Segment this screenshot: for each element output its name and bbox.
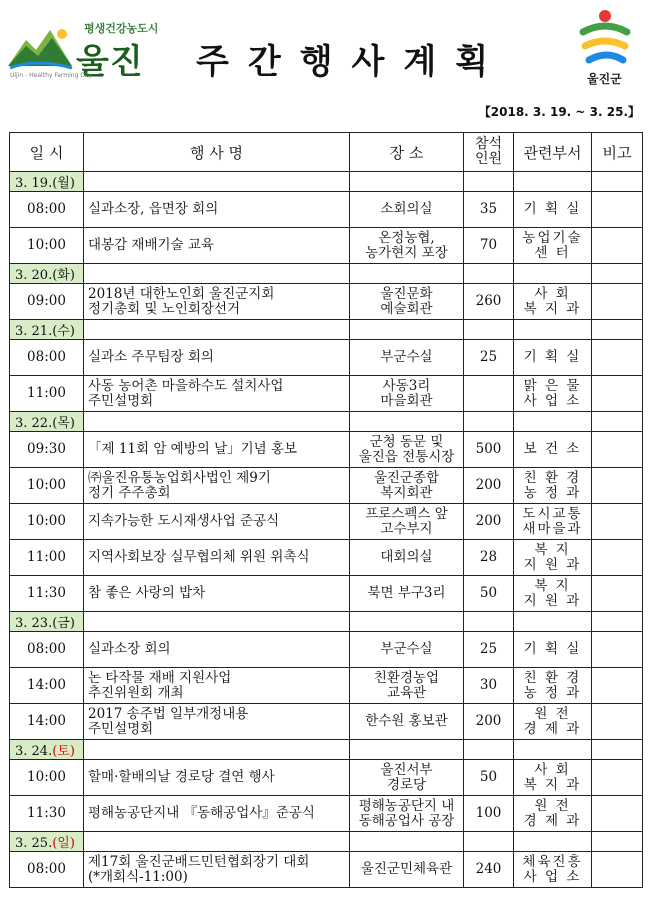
event-name: 2017 송주법 일부개정내용 주민설명회 [84,704,350,740]
event-note [592,576,643,612]
event-row [10,228,643,264]
event-time: 10:00 [10,504,84,540]
event-row [10,796,643,832]
event-time: 08:00 [10,192,84,228]
event-attendees: 35 [464,192,514,228]
event-place: 울진서부 경로당 [350,760,464,796]
event-row [10,576,643,612]
event-note [592,432,643,468]
date-cell [10,320,84,340]
date-row [10,412,643,432]
event-name: 「제 11회 암 예방의 날」기념 홍보 [84,432,350,468]
event-time: 11:30 [10,576,84,612]
date-cell [10,832,84,852]
event-name: 대봉감 재배기술 교육 [84,228,350,264]
event-name: 실과소 주무팀장 회의 [84,340,350,376]
col-header-event: 행 사 명 [84,133,350,172]
event-place: 온정농협, 농가현지 포장 [350,228,464,264]
event-time: 08:00 [10,340,84,376]
event-row [10,340,643,376]
event-time: 14:00 [10,668,84,704]
tagline: Uljin - Healthy Farming City [10,72,93,79]
col-header-place: 장 소 [350,133,464,172]
date-label: 3. 21. [15,324,53,339]
slogan: 평생건강농도시 [84,22,159,35]
date-cell [10,172,84,192]
date-label: 3. 24. [15,744,53,759]
event-attendees: 500 [464,432,514,468]
date-row [10,740,643,760]
event-department: 복 지 지 원 과 [514,540,592,576]
event-attendees: 260 [464,284,514,320]
event-row [10,376,643,412]
event-note [592,228,643,264]
col-header-count: 참석 인원 [464,133,514,172]
event-note [592,668,643,704]
date-cell [10,412,84,432]
event-row [10,432,643,468]
date-row [10,612,643,632]
event-department: 사 회 복 지 과 [514,760,592,796]
event-time: 08:00 [10,632,84,668]
date-label: 3. 25. [15,836,53,851]
event-attendees: 200 [464,704,514,740]
event-note [592,504,643,540]
date-label: 3. 22. [15,416,53,431]
event-note [592,284,643,320]
event-time: 10:00 [10,760,84,796]
day-of-week: (월) [52,176,75,191]
date-cell [10,740,84,760]
event-note [592,760,643,796]
county-emblem-icon [565,8,645,70]
event-row [10,192,643,228]
event-attendees: 28 [464,540,514,576]
table-header-row [10,133,643,172]
event-place: 울진문화 예술회관 [350,284,464,320]
event-department: 보 건 소 [514,432,592,468]
event-time: 10:00 [10,228,84,264]
event-attendees: 25 [464,340,514,376]
date-label: 3. 19. [15,176,53,191]
event-attendees: 240 [464,852,514,888]
event-name: 지역사회보장 실무협의체 위원 위촉식 [84,540,350,576]
event-row [10,540,643,576]
event-place: 프로스펙스 앞 고수부지 [350,504,464,540]
date-row [10,320,643,340]
event-attendees: 70 [464,228,514,264]
event-note [592,340,643,376]
event-place: 대회의실 [350,540,464,576]
event-name: 실과소장, 읍면장 회의 [84,192,350,228]
event-time: 08:00 [10,852,84,888]
page-header [0,0,650,95]
event-row [10,852,643,888]
event-place: 부군수실 [350,632,464,668]
day-of-week: (토) [52,744,75,759]
event-note [592,704,643,740]
schedule-period: 【2018. 3. 19. ~ 3. 25.】 [478,105,640,119]
event-note [592,376,643,412]
event-place: 군청 동문 및 울진읍 전통시장 [350,432,464,468]
event-row [10,504,643,540]
event-name: 평해농공단지내 『동해공업사』준공식 [84,796,350,832]
event-row [10,704,643,740]
uljin-logo [6,20,176,80]
date-row [10,832,643,852]
event-time: 11:00 [10,540,84,576]
event-department: 친 환 경 농 정 과 [514,468,592,504]
event-department: 도시교통 새마을과 [514,504,592,540]
event-attendees: 200 [464,468,514,504]
event-department: 사 회 복 지 과 [514,284,592,320]
event-row [10,760,643,796]
day-of-week: (수) [52,324,75,339]
date-cell [10,612,84,632]
event-row [10,468,643,504]
event-place: 평해농공단지 내 동해공업사 공장 [350,796,464,832]
event-place: 소회의실 [350,192,464,228]
day-of-week: (금) [52,616,75,631]
event-row [10,284,643,320]
event-name: 제17회 울진군배드민턴협회장기 대회 (*개회식-11:00) [84,852,350,888]
event-name: ㈜울진유통농업회사법인 제9기 정기 주주총회 [84,468,350,504]
event-department: 원 전 경 제 과 [514,796,592,832]
event-place: 울진군민체육관 [350,852,464,888]
event-time: 11:30 [10,796,84,832]
event-note [592,852,643,888]
event-department: 기 획 실 [514,192,592,228]
event-time: 10:00 [10,468,84,504]
day-of-week: (목) [52,416,75,431]
brand-name: 울진 [76,42,144,82]
col-header-dept: 관련부서 [514,133,592,172]
page-title: 주간행사계획 [196,42,508,82]
event-attendees: 50 [464,760,514,796]
event-note [592,796,643,832]
event-name: 참 좋은 사랑의 밥차 [84,576,350,612]
date-row [10,264,643,284]
event-name: 지속가능한 도시재생사업 준공식 [84,504,350,540]
event-note [592,192,643,228]
event-place: 울진군종합 복지회관 [350,468,464,504]
event-name: 2018년 대한노인회 울진군지회 정기총회 및 노인회장선거 [84,284,350,320]
event-attendees: 25 [464,632,514,668]
event-time: 09:00 [10,284,84,320]
event-name: 할매·할배의날 경로당 결연 행사 [84,760,350,796]
event-row [10,668,643,704]
date-row [10,172,643,192]
date-label: 3. 20. [15,268,53,283]
mountain-logo-icon [6,24,76,74]
event-place: 한수원 홍보관 [350,704,464,740]
uljin-county-logo [565,8,645,90]
day-of-week: (화) [52,268,75,283]
event-department: 기 획 실 [514,340,592,376]
county-name: 울진군 [587,72,622,86]
event-place: 부군수실 [350,340,464,376]
event-time: 11:00 [10,376,84,412]
event-department: 친 환 경 농 정 과 [514,668,592,704]
col-header-time: 일 시 [10,133,84,172]
event-department: 농업기술 센 터 [514,228,592,264]
date-label: 3. 23. [15,616,53,631]
event-department: 체육진흥 사 업 소 [514,852,592,888]
date-cell [10,264,84,284]
event-note [592,468,643,504]
event-time: 09:30 [10,432,84,468]
event-time: 14:00 [10,704,84,740]
event-attendees: 200 [464,504,514,540]
event-department: 맑 은 물 사 업 소 [514,376,592,412]
event-name: 사동 농어촌 마을하수도 설치사업 주민설명회 [84,376,350,412]
event-row [10,632,643,668]
event-attendees: 50 [464,576,514,612]
event-note [592,540,643,576]
event-name: 실과소장 회의 [84,632,350,668]
event-department: 원 전 경 제 과 [514,704,592,740]
event-attendees: 100 [464,796,514,832]
event-place: 친환경농업 교육관 [350,668,464,704]
event-department: 기 획 실 [514,632,592,668]
event-place: 사동3리 마을회관 [350,376,464,412]
event-note [592,632,643,668]
event-place: 북면 부구3리 [350,576,464,612]
event-department: 복 지 지 원 과 [514,576,592,612]
event-attendees: 30 [464,668,514,704]
schedule-table [9,132,643,888]
event-name: 논 타작물 재배 지원사업 추진위원회 개최 [84,668,350,704]
event-attendees [464,376,514,412]
col-header-note: 비고 [592,133,643,172]
day-of-week: (일) [52,836,75,851]
